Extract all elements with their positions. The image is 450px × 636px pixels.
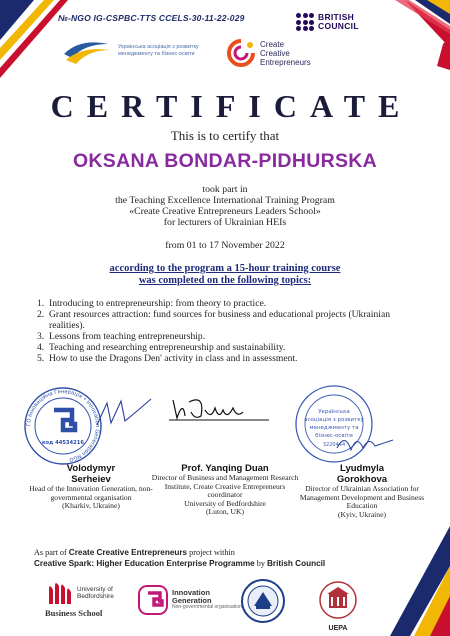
certificate-title: CERTIFICATE [50,88,413,124]
british-council-dots-icon [296,13,314,31]
footer-statement: As part of Create Creative Entrepreneurs project within Creative Spark: Higher Education Enterprise Programme by British Council [34,548,326,568]
signatory-role: Director of Ukrainian Association for Management Development and Business Education [299,484,425,511]
university-seal-icon [240,578,286,624]
body-line1: took part in [202,184,248,195]
british-council-line2: COUNCIL [318,21,359,31]
training-dates: from 01 to 17 November 2022 [165,240,285,251]
ig-sub: Non-governmental organisation [172,604,242,611]
uamb-logo-text: Українська асоціація з розвитку менеджменту та бізнес-освіти [118,44,199,57]
svg-text:менеджменту та: менеджменту та [309,425,359,431]
svg-text:код 44534216: код 44534216 [42,440,84,446]
signatory-gorokhova [297,463,427,519]
corner-decoration-top-left [0,0,70,80]
cce-line2: Creative [260,48,290,58]
svg-text:бізнес-освіти: бізнес-освіти [315,433,353,439]
uepa-logo [318,580,358,632]
innovation-generation-icon [138,585,168,615]
ig-line1: Innovation [172,588,210,598]
signatory-serheiev [26,463,156,511]
footer-programme: Creative Spark: Higher Education Enterprise Programme [34,559,255,568]
topic-item: 2. Grant resources attraction: fund sources for business and educational projects (Ukrainian realities). [37,309,390,331]
certificate-body [0,184,450,228]
topic-item: 3. Lessons from teaching entrepreneurship. [37,331,206,342]
corner-decoration-bottom-right [370,526,450,636]
bedfordshire-emblem-icon [45,580,73,606]
signatory-name-line1: Lyudmyla [340,463,384,474]
document-number: №-NGO IG-CSPBC-TTS CCELS-30-11-22-029 [58,13,245,23]
signature-gorokhova [335,428,395,458]
cce-emblem-icon [226,38,256,68]
bedfordshire-logo [45,580,114,618]
cce-line3: Entrepreneurs [260,57,311,67]
cce-logo [226,38,311,68]
topic-item: 5. How to use the Dragons Den' activity in class and in assessment. [37,353,298,364]
signatory-name-line2: Gorokhova [336,474,388,485]
svg-text:Українська: Українська [318,409,350,415]
signatory-name-line1: Prof. Yanqing Duan [181,463,269,474]
signatory-name-line1: Volodymyr [66,463,116,474]
uamb-logo [62,38,228,64]
program-line1: according to the program a 15-hour training course [109,263,341,274]
certificate-subtitle: This is to certify that [170,128,280,143]
cce-line1: Create [260,39,285,49]
svg-text:асоціація з розвитку: асоціація з розвитку [304,417,364,423]
bedfordshire-line2: Bedfordshire [77,593,114,600]
body-line4: for lecturers of Ukrainian HEIs [163,217,287,228]
svg-text:3220444: 3220444 [322,442,346,448]
signatory-name-line2: Serheiev [71,474,111,485]
recipient-name: OKSANA BONDAR-PIDHURSKA [72,150,378,172]
body-line3: «Create Creative Entrepreneurs Leaders School» [129,206,321,217]
bedfordshire-label: Business School [45,608,103,618]
uepa-label: UEPA [328,625,348,632]
ig-line2: Generation [172,596,212,606]
signatory-place: (Kyiv, Ukraine) [337,509,386,519]
signature-serheiev [95,395,155,435]
innovation-generation-logo [138,585,242,615]
signature-duan [165,390,275,430]
bedfordshire-line1: University of [77,586,113,593]
topic-item: 4. Teaching and researching entrepreneurship and sustainability. [37,342,286,353]
british-council-logo [296,13,359,31]
british-council-line1: BRITISH [318,12,355,22]
uepa-seal-icon [318,580,358,620]
signatory-duan [150,463,300,517]
svg-text:ГО Інноваційна Генерація • Inn: ГО Інноваційна Генерація • Innovation Generation NGO [25,388,101,463]
topic-item: 1. Introducing to entrepreneurship: from theory to practice. [37,298,267,309]
footer-council: British Council [266,559,326,568]
program-line2: was completed on the following topics: [138,275,312,286]
footer-project: Create Creative Entrepreneurs [68,548,188,557]
signatory-place: (Luton, UK) [206,507,244,517]
uamb-emblem-icon [62,38,112,64]
signatory-org: University of Bedfordshire [184,498,266,508]
body-line2: the Teaching Excellence International Training Program [115,195,335,206]
signatory-place: (Kharkiv, Ukraine) [62,501,120,511]
program-statement [0,263,450,287]
topics-list [37,298,427,364]
corner-decoration-top-right [355,0,450,70]
signatory-role: Director of Business and Management Research Institute, Create Creative Entrepreneurs coordinator [151,473,299,500]
signatory-role: Head of the Innovation Generation, non-governmental organisation [29,484,153,502]
